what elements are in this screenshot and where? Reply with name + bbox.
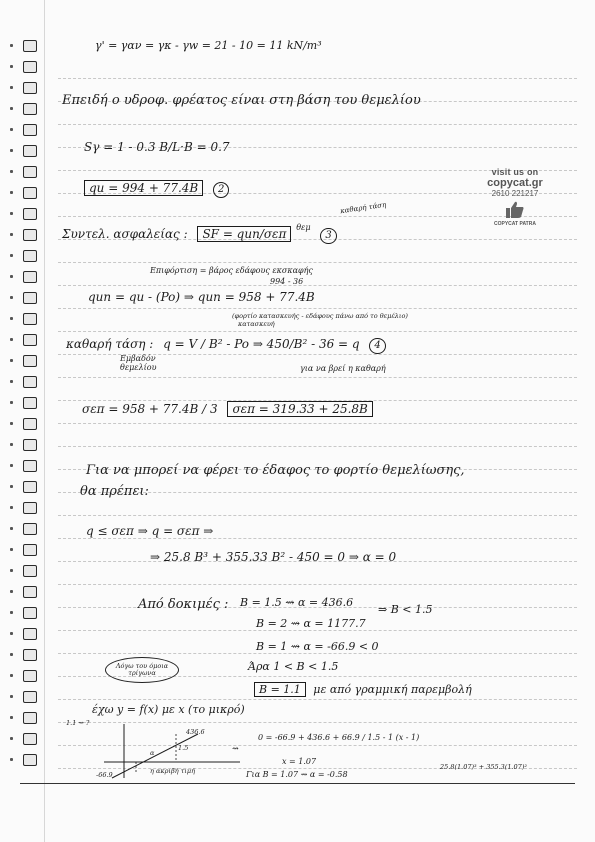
binding-ring <box>23 607 37 619</box>
graph-note: η ακριβή τιμή <box>150 767 195 775</box>
binding-ring <box>23 460 37 472</box>
thumbs-up-icon <box>505 201 525 219</box>
binding-ring <box>23 565 37 577</box>
binding-ring <box>23 187 37 199</box>
bearing-condition-text: Για να μπορεί να φέρει το έδαφος το φορτίο θεμελίωσης, <box>86 463 465 478</box>
binding-ring <box>23 124 37 136</box>
punch-mark <box>10 485 13 488</box>
binding-ring <box>23 691 37 703</box>
binding-ring <box>23 250 37 262</box>
punch-mark <box>10 401 13 404</box>
binding-ring <box>23 166 37 178</box>
ad-website: copycat.gr <box>487 177 543 189</box>
punch-mark <box>10 527 13 530</box>
ad-line1: visit us on <box>491 167 539 177</box>
punch-mark <box>10 275 13 278</box>
binding-ring <box>23 82 37 94</box>
bearing-condition-text-2: θα πρέπει: <box>80 484 149 499</box>
interpolation-equation: 0 = -66.9 + 436.6 + 66.9 / 1.5 - 1 (x - 1) <box>258 733 420 742</box>
safety-factor-label: Συντελ. ασφαλείας : <box>62 227 188 241</box>
graph-x-value: 1.5 <box>178 744 189 752</box>
ruled-line <box>58 377 577 378</box>
punch-mark <box>10 65 13 68</box>
safety-factor-equation: SF = qun/σεπ <box>197 226 291 242</box>
similar-triangles-note: Λόγω του όμοια τρίγωνα <box>105 657 179 683</box>
punch-mark <box>10 653 13 656</box>
net-stress-label: καθαρή τάση : <box>66 337 154 351</box>
binding-ring <box>23 712 37 724</box>
binding-ring <box>23 649 37 661</box>
punch-mark <box>10 233 13 236</box>
ruled-line <box>58 515 577 516</box>
trial-2: B = 2 ⇝ α = 1177.7 <box>256 617 366 630</box>
binding-ring <box>23 439 37 451</box>
binding-ring <box>23 334 37 346</box>
net-stress-subnote: για να βρεί η καθαρή <box>300 364 386 373</box>
punch-mark <box>10 170 13 173</box>
punch-mark <box>10 758 13 761</box>
ruled-line <box>58 446 577 447</box>
binding-ring <box>23 544 37 556</box>
safety-factor-line <box>62 223 337 244</box>
water-table-note: Επειδή ο υδροφ. φρέατος είναι στη βάση του θεμελίου <box>62 93 421 108</box>
ad-phone: 2610 221217 <box>491 189 539 198</box>
binding-ring <box>23 586 37 598</box>
allowable-stress-equation: σεπ = 958 + 77.4B / 3 <box>82 402 218 416</box>
punch-mark <box>10 695 13 698</box>
cubic-equation: ⇒ 25.8 B³ + 355.33 B² - 450 = 0 ⇒ α = 0 <box>150 550 397 564</box>
structure-load-note: (φορτίο κατασκευής - εδάφους πάνω από το θεμέλιο) <box>232 312 408 320</box>
punch-mark <box>10 359 13 362</box>
binding-ring <box>23 103 37 115</box>
punch-mark <box>10 317 13 320</box>
b-boxed: B = 1.1 <box>254 682 306 697</box>
punch-mark <box>10 716 13 719</box>
equation-number: 4 <box>369 338 385 354</box>
graph-a-label: α <box>150 749 155 757</box>
ultimate-capacity-equation <box>84 181 229 198</box>
ruled-line <box>58 124 577 125</box>
binding-ring <box>23 397 37 409</box>
binding-ring <box>23 313 37 325</box>
margin-line <box>44 0 45 842</box>
punch-mark <box>10 611 13 614</box>
ruled-line <box>58 308 577 309</box>
structure-note: κατασκευή <box>238 320 275 328</box>
ruled-line <box>58 584 577 585</box>
punch-mark <box>10 128 13 131</box>
punch-mark <box>10 590 13 593</box>
copycat-ad <box>470 167 560 227</box>
stress-condition: q ≤ σεπ ⇒ q = σεπ ⇒ <box>86 524 214 538</box>
punch-mark <box>10 338 13 341</box>
punch-mark <box>10 212 13 215</box>
binding-ring <box>23 355 37 367</box>
binding-ring <box>23 292 37 304</box>
binding-ring <box>23 208 37 220</box>
ruled-line <box>58 538 577 539</box>
binding-ring <box>23 628 37 640</box>
allowable-stress-result: σεπ = 319.33 + 25.8B <box>227 401 372 417</box>
ruled-line <box>58 285 577 286</box>
punch-mark <box>10 548 13 551</box>
ruled-line <box>58 699 577 700</box>
shape-factor-equation: Sγ = 1 - 0.3 B/L·B = 0.7 <box>84 140 230 154</box>
trial-result: ⇒ B < 1.5 <box>378 603 433 616</box>
binding-ring <box>23 229 37 241</box>
allowable-stress-line <box>82 402 373 416</box>
binding-ring <box>23 271 37 283</box>
punch-mark <box>10 44 13 47</box>
binding-ring <box>23 418 37 430</box>
surcharge-subtraction: 994 - 36 <box>270 277 304 286</box>
punch-mark <box>10 632 13 635</box>
punch-mark <box>10 569 13 572</box>
range-result: Άρα 1 < B < 1.5 <box>248 660 339 673</box>
punch-mark <box>10 296 13 299</box>
punch-mark <box>10 86 13 89</box>
ruled-line <box>58 331 577 332</box>
punch-mark <box>10 464 13 467</box>
net-stress-line <box>66 337 386 354</box>
punch-mark <box>10 674 13 677</box>
punch-mark <box>10 506 13 509</box>
binding-ring <box>23 502 37 514</box>
binding-ring <box>23 670 37 682</box>
surcharge-note: Επιφόρτιση = βάρος εδάφους εκσκαφής <box>150 266 313 275</box>
equation-number: 3 <box>320 228 336 244</box>
graph-negative-value: -66.9 <box>96 771 113 779</box>
interpolation-text: με από γραμμική παρεμβολή <box>313 683 472 696</box>
ruled-line <box>58 78 577 79</box>
graph-y-value: 436.6 <box>186 728 205 736</box>
punch-mark <box>10 443 13 446</box>
binding-ring <box>23 376 37 388</box>
punch-mark <box>10 107 13 110</box>
punch-mark <box>10 737 13 740</box>
binding-ring <box>23 40 37 52</box>
safety-factor-subnote: θεμ <box>296 223 311 232</box>
punch-mark <box>10 254 13 257</box>
graph-y-label: 1.1 ⇝ ? <box>66 719 90 727</box>
punch-mark <box>10 380 13 383</box>
trials-label: Από δοκιμές : <box>138 597 229 612</box>
binding-ring <box>23 61 37 73</box>
final-check: Για B = 1.07 ⇝ α = -0.58 <box>246 770 348 779</box>
interpolation-symbol: ⇝ <box>232 744 239 753</box>
interpolation-result: x = 1.07 <box>282 757 317 766</box>
interpolation-line <box>254 683 472 697</box>
punch-mark <box>10 149 13 152</box>
equation-number: 2 <box>213 182 229 198</box>
punch-mark <box>10 191 13 194</box>
final-check-calc: 25.8(1.07)³ + 355.3(1.07)² <box>440 763 527 771</box>
page-bottom-rule <box>20 783 575 784</box>
area-note: Εμβαδόν θεμελίου <box>120 354 157 372</box>
trial-1: B = 1.5 ⇝ α = 436.6 <box>240 596 354 609</box>
ruled-line <box>58 262 577 263</box>
function-note: έχω y = f(x) με x (το μικρό) <box>92 703 245 716</box>
net-stress-equation: q = V / B² - Po ⇒ 450/B² - 36 = q <box>163 337 360 351</box>
trial-3: B = 1 ⇝ α = -66.9 < 0 <box>256 640 379 653</box>
binding-ring <box>23 754 37 766</box>
ad-brand: COPYCAT PATRA <box>494 221 536 227</box>
binding-ring <box>23 145 37 157</box>
punch-mark <box>10 422 13 425</box>
ruled-line <box>58 423 577 424</box>
binding-ring <box>23 733 37 745</box>
net-capacity-equation: qun = qu - (Po) ⇒ qun = 958 + 77.4B <box>88 290 315 304</box>
boxed-equation: qu = 994 + 77.4B <box>84 180 203 196</box>
unit-weight-equation: γ' = γαν = γκ - γw = 21 - 10 = 11 kN/m³ <box>95 39 322 52</box>
net-stress-note: καθαρή τάση <box>339 200 387 216</box>
binding-ring <box>23 523 37 535</box>
binding-ring <box>23 481 37 493</box>
